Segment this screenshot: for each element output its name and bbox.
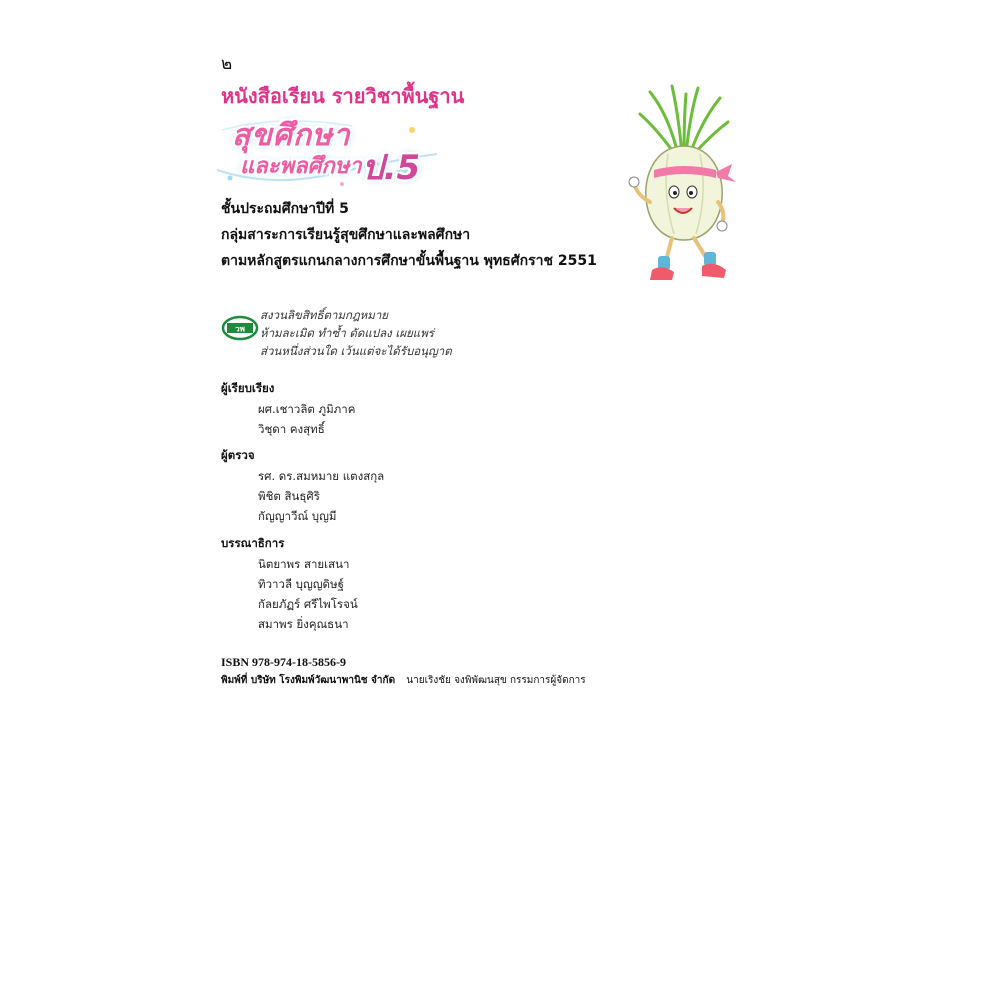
editor-name: ทิวาวลี บุญญดิษฐ์	[258, 577, 344, 591]
book-title-grade: ป.5	[362, 148, 421, 188]
reviewer-name: กัญญาวีณ์ บุญมี	[258, 509, 337, 523]
reviewer-name: รศ. ดร.สมหมาย แตงสกุล	[258, 469, 385, 483]
reviewer-name: พิชิต สินธุศิริ	[258, 489, 320, 503]
copyright-line: ส่วนหนึ่งส่วนใด เว้นแต่จะได้รับอนุญาต	[260, 344, 452, 358]
copyright-line: สงวนลิขสิทธิ์ตามกฎหมาย	[260, 308, 389, 322]
printer-label: พิมพ์ที่ บริษัท โรงพิมพ์วัฒนาพานิช จำกัด	[221, 675, 396, 686]
editor-name: สมาพร ยิ่งคุณธนา	[258, 617, 349, 631]
copyright-line: ห้ามละเมิด ทำซ้ำ ดัดแปลง เผยแพร่	[260, 326, 434, 340]
reviewers-heading: ผู้ตรวจ	[221, 448, 255, 462]
publisher-logo	[221, 314, 259, 342]
book-title-line1: สุขศึกษา	[232, 118, 351, 153]
curriculum-line: ตามหลักสูตรแกนกลางการศึกษาขั้นพื้นฐาน พุทธศักราช 2551	[221, 253, 597, 269]
printer-line	[221, 673, 586, 688]
onion-mascot-illustration	[628, 84, 740, 290]
authors-heading: ผู้เรียบเรียง	[221, 381, 275, 395]
author-name: ผศ.เชาวลิต ภูมิภาค	[258, 402, 356, 416]
author-name: วิชุดา คงสุทธิ์	[258, 422, 325, 436]
page-number: ๒	[221, 54, 233, 74]
publisher-logo-text: วพ	[235, 324, 245, 334]
printer-manager: นายเริงชัย จงพิพัฒนสุข กรรมการผู้จัดการ	[406, 675, 586, 686]
isbn: ISBN 978-974-18-5856-9	[221, 655, 346, 669]
editor-name: นิตยาพร สายเสนา	[258, 557, 350, 571]
subject-line: กลุ่มสาระการเรียนรู้สุขศึกษาและพลศึกษา	[221, 227, 471, 243]
grade-line: ชั้นประถมศึกษาปีที่ 5	[221, 201, 349, 217]
editor-name: กัลยภัฏร์ ศรีไพโรจน์	[258, 597, 358, 611]
book-title-logo	[212, 110, 442, 192]
series-title: หนังสือเรียน รายวิชาพื้นฐาน	[221, 84, 465, 108]
book-title-line2: และพลศึกษา	[240, 154, 362, 179]
editors-heading: บรรณาธิการ	[221, 536, 285, 550]
